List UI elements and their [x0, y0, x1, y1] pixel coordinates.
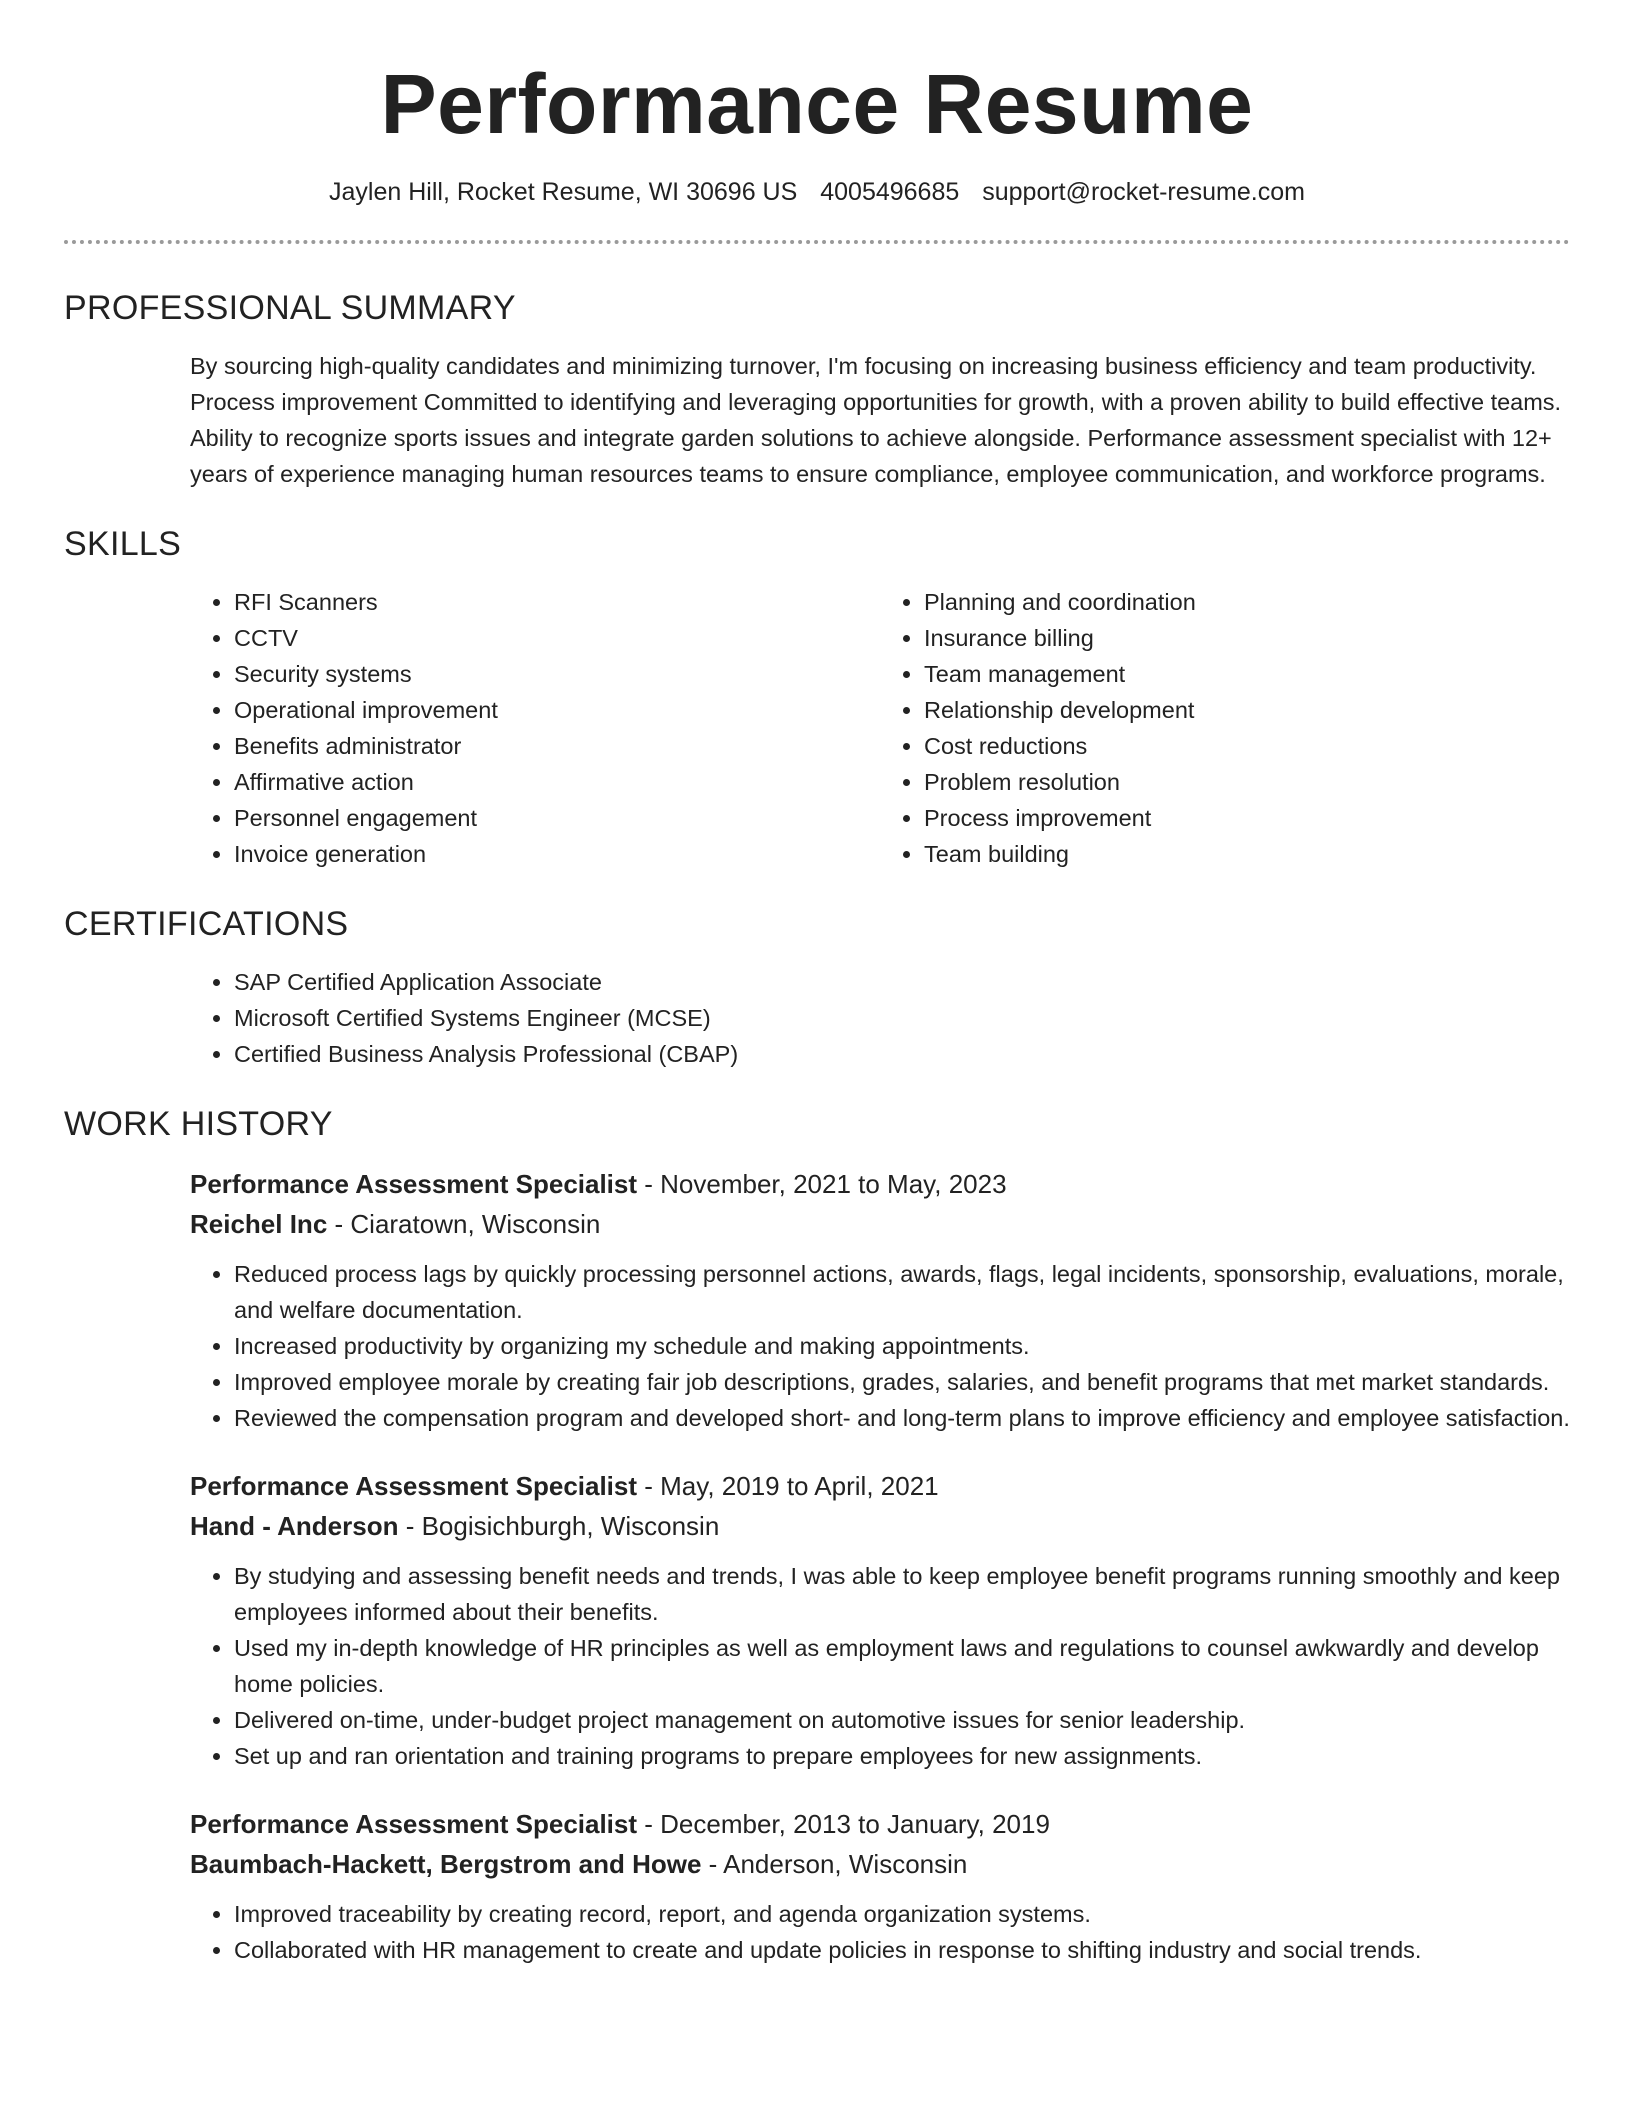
- job-bullet: • Reviewed the compensation program and developed short- and long-term plans to improve efficiency and employee satisfaction.: [234, 1400, 1570, 1436]
- skill-item: • Team building: [924, 836, 1570, 872]
- job-dates: - November, 2021 to May, 2023: [637, 1169, 1007, 1199]
- summary-text: By sourcing high-quality candidates and minimizing turnover, I'm focusing on increasing business efficiency and team productivity. Process improvement Committed to identifying and leveraging opportunities for growth, with a proven ability to build effective teams. Ability to recognize sports issues and integrate garden solutions to achieve alongside. Performance assessment specialist with 12+ years of experience managing human resources teams to ensure compliance, employee communication, and workforce programs.: [190, 353, 1562, 487]
- job-dates: - May, 2019 to April, 2021: [637, 1471, 939, 1501]
- skill-item: • Affirmative action: [234, 764, 880, 800]
- skill-item: • Team management: [924, 656, 1570, 692]
- job-bullet: • Delivered on-time, under-budget project management on automotive issues for senior leadership.: [234, 1702, 1570, 1738]
- skills-column-right: [880, 584, 1570, 872]
- job-bullet: • Reduced process lags by quickly processing personnel actions, awards, flags, legal incidents, sponsorship, evaluations, morale, and welfare documentation.: [234, 1256, 1570, 1328]
- job-company-line: [190, 1506, 1570, 1546]
- job-title: Performance Assessment Specialist: [190, 1471, 638, 1501]
- job-location: - Bogisichburgh, Wisconsin: [398, 1511, 720, 1541]
- job-location: - Anderson, Wisconsin: [701, 1849, 968, 1879]
- skill-item: • Problem resolution: [924, 764, 1570, 800]
- skills-list: [190, 584, 1570, 872]
- job-bullets: [190, 1896, 1570, 1968]
- skill-item: • Security systems: [234, 656, 880, 692]
- job-bullet: • Increased productivity by organizing my schedule and making appointments.: [234, 1328, 1570, 1364]
- skill-item: • Personnel engagement: [234, 800, 880, 836]
- contact-address: Jaylen Hill, Rocket Resume, WI 30696 US: [329, 178, 798, 206]
- certification-item: • Microsoft Certified Systems Engineer (MCSE): [234, 1000, 1570, 1036]
- contact-email: support@rocket-resume.com: [982, 178, 1305, 206]
- job-company-line: [190, 1204, 1570, 1244]
- job-entry: [190, 1466, 1570, 1774]
- job-bullet: • Used my in-depth knowledge of HR principles as well as employment laws and regulations to counsel awkwardly and develop home policies.: [234, 1630, 1570, 1702]
- work-history-heading: WORK HISTORY: [64, 1105, 333, 1143]
- skill-item: • Operational improvement: [234, 692, 880, 728]
- skill-item: • Cost reductions: [924, 728, 1570, 764]
- job-location: - Ciaratown, Wisconsin: [327, 1209, 601, 1239]
- job-bullet: • Collaborated with HR management to create and update policies in response to shifting industry and social trends.: [234, 1932, 1570, 1968]
- skill-item: • Invoice generation: [234, 836, 880, 872]
- job-bullet: • By studying and assessing benefit needs and trends, I was able to keep employee benefit programs running smoothly and keep employees informed about their benefits.: [234, 1558, 1570, 1630]
- skill-item: • CCTV: [234, 620, 880, 656]
- skills-column-left: [190, 584, 880, 872]
- summary-heading: PROFESSIONAL SUMMARY: [64, 289, 516, 327]
- job-company: Reichel Inc: [190, 1209, 328, 1239]
- job-bullet: • Improved employee morale by creating fair job descriptions, grades, salaries, and benefit programs that met market standards.: [234, 1364, 1570, 1400]
- skill-item: • Benefits administrator: [234, 728, 880, 764]
- job-company: Baumbach-Hackett, Bergstrom and Howe: [190, 1849, 702, 1879]
- skill-item: • Relationship development: [924, 692, 1570, 728]
- job-title-line: [190, 1466, 1570, 1506]
- certification-item: • Certified Business Analysis Professional (CBAP): [234, 1036, 1570, 1072]
- skill-item: • RFI Scanners: [234, 584, 880, 620]
- skill-item: • Process improvement: [924, 800, 1570, 836]
- job-bullets: [190, 1558, 1570, 1774]
- job-dates: - December, 2013 to January, 2019: [637, 1809, 1050, 1839]
- certification-item: • SAP Certified Application Associate: [234, 964, 1570, 1000]
- skills-heading: SKILLS: [64, 525, 182, 563]
- job-title: Performance Assessment Specialist: [190, 1169, 638, 1199]
- job-title-line: [190, 1164, 1570, 1204]
- job-bullet: • Improved traceability by creating record, report, and agenda organization systems.: [234, 1896, 1570, 1932]
- contact-phone: 4005496685: [820, 178, 960, 206]
- job-entry: [190, 1804, 1570, 1968]
- job-bullets: [190, 1256, 1570, 1436]
- certifications-heading: CERTIFICATIONS: [64, 905, 349, 943]
- job-title-line: [190, 1804, 1570, 1844]
- header-divider: [64, 240, 1570, 244]
- page-title: Performance Resume: [380, 57, 1254, 151]
- skill-item: • Insurance billing: [924, 620, 1570, 656]
- resume-page: [64, 0, 1570, 1968]
- job-bullet: • Set up and ran orientation and training programs to prepare employees for new assignments.: [234, 1738, 1570, 1774]
- certifications-list: [190, 964, 1570, 1072]
- job-entry: [190, 1164, 1570, 1436]
- job-company: Hand - Anderson: [190, 1511, 399, 1541]
- skill-item: • Planning and coordination: [924, 584, 1570, 620]
- job-company-line: [190, 1844, 1570, 1884]
- job-title: Performance Assessment Specialist: [190, 1809, 638, 1839]
- contact-line: [64, 176, 1570, 208]
